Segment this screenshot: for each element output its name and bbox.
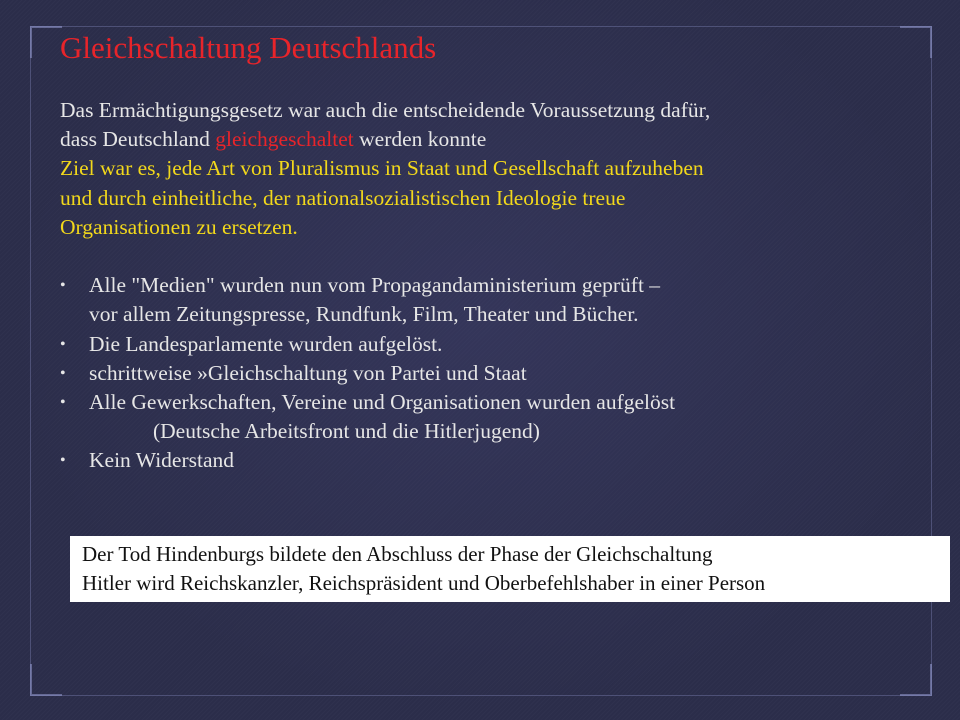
footer-note-box (70, 536, 950, 602)
bullet-continuation: (Deutsche Arbeitsfront und die Hitlerjugend) (153, 419, 540, 444)
bullet-icon: • (60, 394, 66, 412)
bullet-list (60, 271, 880, 475)
bullet-item (60, 271, 880, 300)
bullet-text: Kein Widerstand (89, 448, 235, 473)
bullet-continuation: vor allem Zeitungspresse, Rundfunk, Film, Theater und Bücher. (89, 302, 639, 327)
bullet-item (60, 359, 880, 388)
slide-content (60, 96, 880, 476)
intro-text-end: werden konnte (353, 127, 487, 152)
footer-line-2: Hitler wird Reichskanzler, Reichspräsident und Oberbefehlshaber in einer Person (82, 571, 766, 595)
intro-line-2 (60, 125, 880, 154)
frame-corner-bottom-left (30, 664, 62, 696)
goal-line-3: Organisationen zu ersetzen. (60, 214, 298, 239)
bullet-item (60, 330, 880, 359)
spacer (60, 242, 880, 271)
frame-corner-top-left (30, 26, 62, 58)
bullet-icon: • (60, 277, 66, 295)
intro-line-1: Das Ermächtigungsgesetz war auch die entscheidende Voraussetzung dafür, (60, 98, 711, 122)
bullet-text: Alle Gewerkschaften, Vereine und Organisationen wurden aufgelöst (89, 390, 676, 415)
frame-corner-bottom-right (900, 664, 932, 696)
bullet-icon: • (60, 335, 66, 353)
slide-title: Gleichschaltung Deutschlands (60, 30, 437, 65)
bullet-text: Alle "Medien" wurden nun vom Propagandaministerium geprüft – (89, 273, 661, 298)
bullet-text: Die Landesparlamente wurden aufgelöst. (89, 331, 443, 356)
footer-line-1: Der Tod Hindenburgs bildete den Abschluss der Phase der Gleichschaltung (82, 542, 713, 566)
highlight-gleichgeschaltet: gleichgeschaltet (215, 127, 354, 152)
bullet-icon: • (60, 364, 66, 382)
bullet-text: schrittweise »Gleichschaltung von Partei und Staat (89, 360, 527, 385)
bullet-item (60, 446, 880, 475)
bullet-icon: • (60, 452, 66, 470)
goal-line-1: Ziel war es, jede Art von Pluralismus in Staat und Gesellschaft aufzuheben (60, 156, 704, 181)
frame-corner-top-right (900, 26, 932, 58)
intro-text: dass Deutschland (60, 127, 216, 152)
bullet-item (60, 388, 880, 417)
goal-line-2: und durch einheitliche, der nationalsozialistischen Ideologie treue (60, 185, 626, 210)
